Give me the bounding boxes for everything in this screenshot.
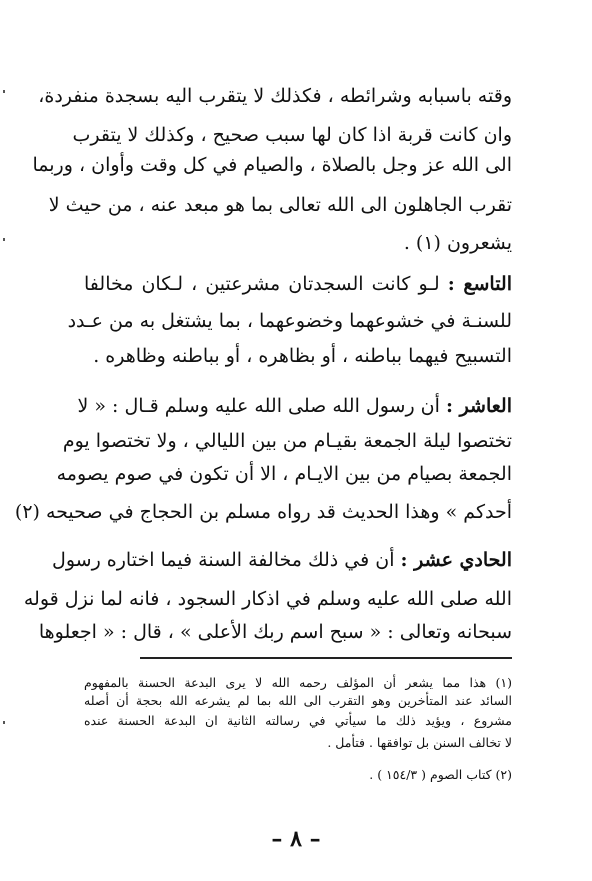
paragraph-1-line-4: تقرب الجاهلون الى الله تعالى بما هو مبعد عنه ، من حيث لا (48, 194, 512, 216)
paragraph-2-line-1: لـو كانت السجدتان مشرعتين ، لـكان مخالفا (84, 273, 440, 295)
paragraph-2-line-2: للسنـة في خشوعهما وخضوعهما ، بما يشتغل به من عـدد (67, 310, 512, 332)
paragraph-4-line-1: أن في ذلك مخالفة السنة فيما اختاره رسول (52, 549, 395, 571)
scan-speck (3, 238, 5, 241)
page-number: – ٨ – (271, 826, 321, 852)
footnote-separator (140, 657, 512, 659)
footnote-2: (٢) كتاب الصوم ( ١٥٤/٣ ) . (369, 767, 512, 782)
paragraph-1-line-2: وان كانت قربة اذا كان لها سبب صحيح ، وكذلك لا يتقرب (72, 124, 512, 146)
paragraph-3-line-2: تختصوا ليلة الجمعة بقيـام من بين الليالي ، ولا تختصوا يوم (62, 430, 512, 452)
paragraph-4-line-2: الله صلى الله عليه وسلم في اذكار السجود ، فانه لما نزل قوله (23, 588, 512, 610)
footnote-1-line-1: (١) هذا مما يشعر أن المؤلف رحمه الله لا يرى البدعة الحسنة بالمفهوم (84, 675, 512, 690)
footnote-1-line-4: لا تخالف السنن بل توافقها . فتأمل . (327, 735, 512, 750)
paragraph-2-first-line (84, 270, 512, 298)
paragraph-4-heading: الحادي عشر : (400, 549, 512, 571)
paragraph-2-line-3: التسبيح فيهما بباطنه ، أو بظاهره ، أو بباطنه وظاهره . (93, 345, 512, 367)
footnote-1-line-3: مشروع ، ويؤيد ذلك ما سيأتي في رسالته الثانية ان البدعة الحسنة عنده (84, 713, 512, 728)
footnote-1-line-2: السائد عند المتأخرين وهو التقرب الى الله بما لم يشرعه الله بحجة أن أصله (84, 693, 512, 708)
paragraph-1-line-3: الى الله عز وجل بالصلاة ، والصيام في كل وقت وأوان ، وربما (32, 154, 512, 176)
scan-speck (3, 90, 5, 93)
paragraph-1-line-1: وقته باسبابه وشرائطه ، فكذلك لا يتقرب اليه بسجدة منفردة، (38, 85, 512, 107)
paragraph-3-first-line (77, 392, 512, 420)
paragraph-3-line-4: أحدكم » وهذا الحديث قد رواه مسلم بن الحجاج في صحيحه (٢) (14, 501, 512, 523)
paragraph-2-heading: التاسع : (447, 273, 512, 295)
paragraph-3-line-1: أن رسول الله صلى الله عليه وسلم قـال : « لا (77, 395, 440, 417)
paragraph-1-line-5: يشعرون (١) . (403, 232, 512, 254)
paragraph-4-first-line (52, 546, 512, 574)
paragraph-3-heading: العاشر : (445, 395, 512, 417)
scan-speck (3, 721, 5, 724)
paragraph-4-line-3: سبحانه وتعالى : « سبح اسم ربك الأعلى » ، قال : « اجعلوها (38, 621, 512, 643)
paragraph-3-line-3: الجمعة بصيام من بين الايـام ، الا أن تكون في صوم يصومه (56, 463, 512, 485)
